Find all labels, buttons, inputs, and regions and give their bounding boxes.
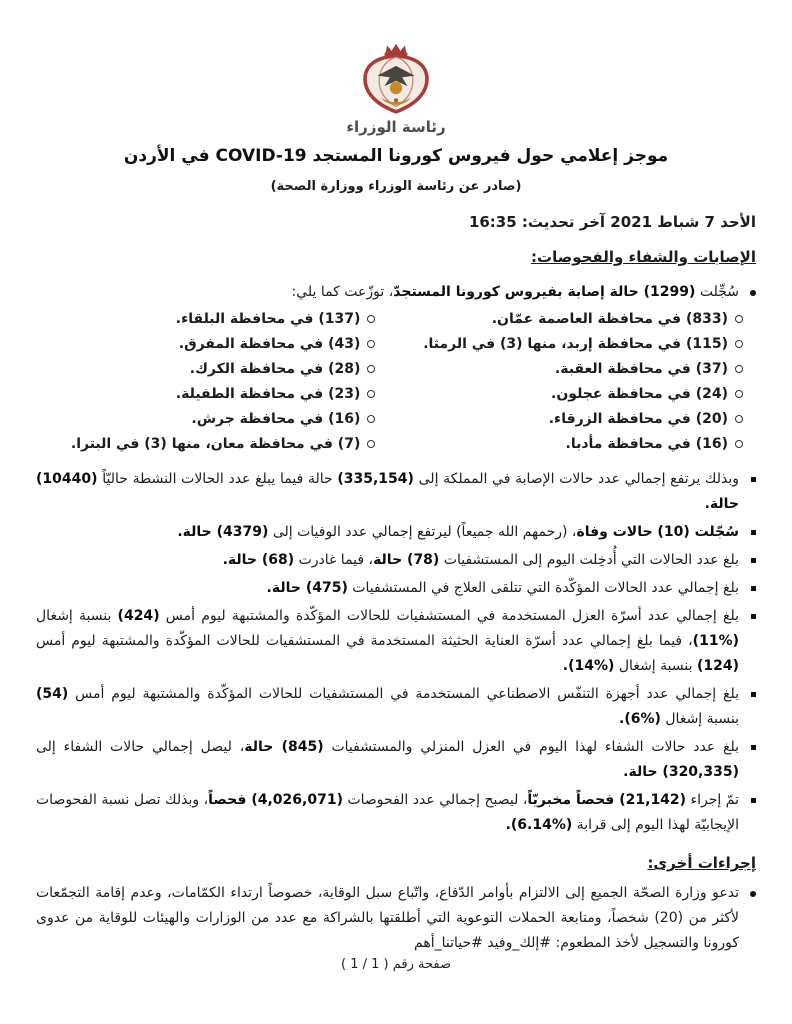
cases-intro-item [36, 280, 756, 305]
list-item-text: بلغ عدد الحالات التي أُدخِلت اليوم إلى المستشفيات (78) حالة، فيما غادرت (68) حالة. [222, 552, 739, 568]
list-item-text: (43) في محافظة المفرق. [178, 336, 361, 352]
square-bullet-icon [739, 735, 756, 785]
governorate-item [36, 307, 375, 332]
list-item-text: (7) في محافظة معان، منها (3) في البترا. [70, 436, 361, 452]
governorate-item [375, 357, 743, 382]
circle-bullet-icon [728, 407, 743, 432]
list-item-text: بلغ عدد حالات الشفاء لهذا اليوم في العزل المنزلي والمستشفيات (845) حالة، ليصل إجمالي حالات الشفاء إلى (320,335) حالة. [36, 739, 739, 780]
circle-bullet-icon [728, 382, 743, 407]
list-item-text: بلغ إجمالي عدد أسرّة العزل المستخدمة في المستشفيات للحالات المؤكّدة والمشتبهة ليوم أمس (424) بنسبة إشغال (%11)، فيما بلغ إجمالي عدد أسرّة العناية الحثيثة المستخدمة في المستشفيات للحالات المؤكّدة والمشتبهة ليوم أمس (124) بنسبة إشغال (%14). [36, 608, 739, 674]
circle-bullet-icon [360, 307, 375, 332]
statistic-item [36, 682, 756, 732]
statistic-item [36, 735, 756, 785]
list-item-text: (24) في محافظة عجلون. [551, 386, 728, 402]
health-ministry-measure-item [36, 881, 756, 956]
list-item-text: (137) في محافظة البلقاء. [175, 311, 361, 327]
governorate-item [36, 432, 375, 457]
dot-bullet-icon [739, 280, 756, 305]
list-item-text: (16) في محافظة جرش. [191, 411, 361, 427]
list-item-text: بلغ إجمالي عدد أجهزة التنفّس الاصطناعي المستخدمة في المستشفيات للحالات المؤكّدة والمشتبهة ليوم أمس (54) بنسبة إشغال (%6). [36, 686, 739, 727]
circle-bullet-icon [360, 407, 375, 432]
circle-bullet-icon [360, 382, 375, 407]
document-header [36, 42, 756, 195]
list-item-text: وبذلك يرتفع إجمالي عدد حالات الإصابة في المملكة إلى (335,154) حالة فيما يبلغ عدد الحالات النشطة حاليّاً (10440) حالة. [36, 471, 739, 512]
statistics-list [36, 467, 756, 838]
list-item-text: (16) في محافظة مأدبا. [565, 436, 728, 452]
square-bullet-icon [739, 604, 756, 679]
document-title: موجز إعلامي حول فيروس كورونا المستجد COVID-19 في الأردن [123, 146, 669, 166]
statistic-item [36, 788, 756, 838]
square-bullet-icon [739, 467, 756, 517]
section-header-other: إجراءات أخرى: [647, 854, 756, 872]
list-item-text: (23) في محافظة الطفيلة. [175, 386, 361, 402]
square-bullet-icon [739, 548, 756, 573]
statistic-item [36, 467, 756, 517]
square-bullet-icon [739, 788, 756, 838]
governorate-item [375, 307, 743, 332]
list-item-text: بلغ إجمالي عدد الحالات المؤكّدة التي تتلقى العلاج في المستشفيات (475) حالة. [266, 580, 739, 596]
statistic-item [36, 548, 756, 573]
square-bullet-icon [739, 576, 756, 601]
circle-bullet-icon [360, 357, 375, 382]
governorate-item [36, 357, 375, 382]
governorate-item [36, 407, 375, 432]
section-header-cases: الإصابات والشفاء والفحوصات: [531, 248, 756, 266]
governorate-item [375, 407, 743, 432]
document-subtitle: (صادر عن رئاسة الوزراء ووزارة الصحة) [270, 179, 522, 194]
health-ministry-measure-text: تدعو وزارة الصحّة الجميع إلى الالتزام بأوامر الدّفاع، واتّباع سبل الوقاية، خصوصاً ارتداء الكمّامات، وعدم إقامة التجمّعات لأكثر من (20) شخصاً، ومتابعة الحملات التوعوية التي أطلقتها بالشراكة مع عدد من الوزارات والهيئات للوقاية من عدوى كورونا والتسجيل لأخذ المطعوم: #إلك_وفيد #حياتنا_أهم [36, 885, 739, 951]
square-bullet-icon [739, 682, 756, 732]
governorate-item [375, 332, 743, 357]
governorate-item [36, 332, 375, 357]
cases-intro-text: سُجِّلت (1299) حالة إصابة بفيروس كورونا المستجدّ، توزّعت كما يلي: [291, 284, 739, 300]
statistic-item [36, 520, 756, 545]
governorates-columns [36, 307, 756, 457]
governorates-column-left [36, 307, 375, 457]
dot-bullet-icon [739, 881, 756, 956]
governorate-item [36, 382, 375, 407]
list-item-text: (20) في محافظة الزرقاء. [548, 411, 728, 427]
list-item-text: (115) في محافظة إربد، منها (3) في الرمثا. [423, 336, 728, 352]
square-bullet-icon [739, 520, 756, 545]
list-item-text: (28) في محافظة الكرك. [189, 361, 361, 377]
governorates-column-right [375, 307, 743, 457]
prime-ministry-calligraphy: رئاسة الوزراء [346, 118, 446, 136]
jordan-coat-of-arms-icon [349, 42, 443, 118]
circle-bullet-icon [360, 432, 375, 457]
list-item-text: (37) في محافظة العقبة. [554, 361, 728, 377]
list-item-text: تمّ إجراء (21,142) فحصاً مخبريّاً، ليصبح إجمالي عدد الفحوصات (4,026,071) فحصاً، وبذلك تصل نسبة الفحوصات الإيجابيّة لهذا اليوم إلى قرابة (%6.14). [36, 792, 739, 833]
governorate-item [375, 432, 743, 457]
statistic-item [36, 604, 756, 679]
circle-bullet-icon [728, 432, 743, 457]
circle-bullet-icon [728, 332, 743, 357]
governorate-item [375, 382, 743, 407]
circle-bullet-icon [360, 332, 375, 357]
circle-bullet-icon [728, 307, 743, 332]
list-item-text: سُجّلت (10) حالات وفاة، (رحمهم الله جميعاً) ليرتفع إجمالي عدد الوفيات إلى (4379) حالة. [177, 524, 739, 540]
list-item-text: (833) في محافظة العاصمة عمّان. [491, 311, 728, 327]
statistic-item [36, 576, 756, 601]
page-number: صفحة رقم ( 1 / 1 ) [340, 957, 452, 972]
circle-bullet-icon [728, 357, 743, 382]
date-last-updated: الأحد 7 شباط 2021 آخر تحديث: 16:35 [468, 213, 756, 231]
